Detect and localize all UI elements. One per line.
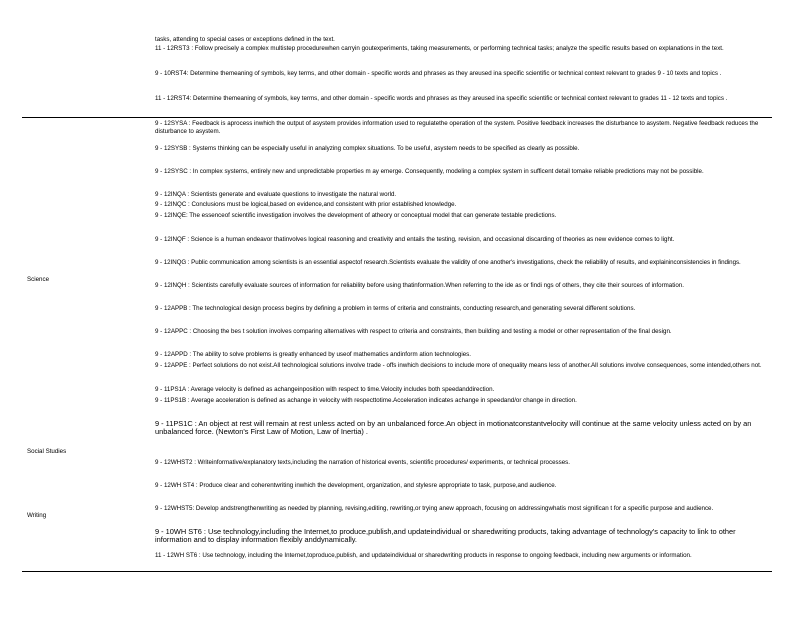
entry-9-12whst2: 9 - 12WHST2 : Writeinformative/explanatory texts,including the narration of historical events, scientific procedures/ experiments, or technical processes. xyxy=(155,459,570,466)
entry-9-10whst6: 9 - 10WH ST6 : Use technology,including the Internet,to produce,publish,and updateindividual or sharedwriting products, taking advantage of technology's capacity to link to other information and to display information flexibly anddynamically. xyxy=(155,527,736,545)
entry-9-11ps1c: 9 - 11PS1C : An object at rest will remain at rest unless acted on by an unbalanced force.An object in motionatconstantvelocity will continue at the same velocity unless acted on by an unbalanced force. (Newton's First Law of Motion, Law of Inertia) . xyxy=(155,419,752,437)
row-divider xyxy=(22,117,772,118)
entry-9-11ps1b: 9 - 11PS1B : Average acceleration is defined as achange in velocity with respecttotime.Acceleration indicates achange in speedand/or change in direction. xyxy=(155,397,577,404)
entry-continuation: tasks, attending to special cases or exceptions defined in the text. xyxy=(155,36,335,43)
entry-9-12whst4: 9 - 12WH ST4 : Produce clear and coherentwriting inwhich the development, organization, and stylesre appropriate to task, purpose,and audience. xyxy=(155,482,557,489)
entry-9-12inqg: 9 - 12INQG : Public communication among scientists is an essential aspectof research.Scientists evaluate the validity of one another's investigations, check the reliability of results, and explaininconsistencies in findings. xyxy=(155,259,741,266)
table-bottom-rule xyxy=(22,571,772,572)
entry-9-12whst5: 9 - 12WHST5: Develop andstrengthenwriting as needed by planning, revising,editing, rewriting,or trying anew approach, focusing on addressingwhatis most significan t for a specific purpose and audience. xyxy=(155,505,714,512)
entry-11-12rst3: 11 - 12RST3 : Follow precisely a complex multistep procedurewhen carryin goutexperiments, taking measurements, or performing technical tasks; analyze the specific results based on explanations in the text. xyxy=(155,45,724,52)
subject-science: Science xyxy=(27,276,50,283)
entry-9-12inqc: 9 - 12INQC : Conclusions must be logical,based on evidence,and consistent with prior established knowledge. xyxy=(155,201,457,208)
entry-9-12appc: 9 - 12APPC : Choosing the bes t solution involves comparing alternatives with respect to criteria and constraints, then building and testing a model or other representation of the final design. xyxy=(155,328,672,335)
entry-9-11ps1a: 9 - 11PS1A : Average velocity is defined as achangeinposition with respect to time.Velocity includes both speedanddirection. xyxy=(155,386,495,393)
entry-11-12rst4: 11 - 12RST4: Determine themeaning of symbols, key terms, and other domain - specific words and phrases as they areused ina specific scientific or technical context relevant to grades 11 - 12 texts and topics . xyxy=(155,95,728,102)
entry-9-12appe: 9 - 12APPE : Perfect solutions do not exist.All technological solutions involve trade - offs inwhich decisions to include more of onequality means less of another.All solutions involve consequences, some intended,others not. xyxy=(155,362,762,369)
entry-9-12sysc: 9 - 12SYSC : In complex systems, entirely new and unpredictable properties m ay emerge. Consequently, modeling a complex system in sufficent detail tomake reliable predictions may not be possible. xyxy=(155,168,704,175)
entry-9-12sysa: 9 - 12SYSA : Feedback is aprocess inwhich the output of asystem provides information used to regulatethe operation of the system. Positive feedback increases the disturbance to asystem. Negative feedback reduces the disturbance to asystem. xyxy=(155,120,759,136)
entry-9-10rst4: 9 - 10RST4: Determine themeaning of symbols, key terms, and other domain - specific words and phrases as they areused ina specific scientific or technical context relevant to grades 9 - 10 texts and topics . xyxy=(155,70,722,77)
entry-9-12inqa: 9 - 12INQA : Scientists generate and evaluate questions to investigate the natural world. xyxy=(155,191,397,198)
entry-9-12inqf: 9 - 12INQF : Science is a human endeavor thatinvolves logical reasoning and creativity and entails the testing, revision, and occasional discarding of theories as new evidence comes to light. xyxy=(155,236,675,243)
entry-9-12inqe: 9 - 12INQE: The essenceof scientific investigation involves the development of atheory or conceptual model that can generate testable predictions. xyxy=(155,212,557,219)
subject-social-studies: Social Studies xyxy=(27,448,67,455)
entry-9-12sysb: 9 - 12SYSB : Systems thinking can be especially useful in analyzing complex situations. To be useful, asystem needs to be specified as clearly as possible. xyxy=(155,145,580,152)
entry-9-12inqh: 9 - 12INQH : Scientists carefully evaluate sources of information for reliability before using thatinformation.When referring to the ide as or findi ngs of others, they cite their sources of information. xyxy=(155,282,684,289)
subject-writing: Writing xyxy=(27,512,47,519)
entry-9-12appb: 9 - 12APPB : The technological design process begins by defining a problem in terms of criteria and constraints, conducting research,and generating several different solutions. xyxy=(155,305,636,312)
entry-11-12whst6: 11 - 12WH ST6 : Use technology, including the Internet,toproduce,publish, and updateindividual or sharedwriting products in response to ongoing feedback, including new arguments or information. xyxy=(155,552,692,559)
entry-9-12appd: 9 - 12APPD : The ability to solve problems is greatly enhanced by useof mathematics andinform ation technologies. xyxy=(155,351,471,358)
